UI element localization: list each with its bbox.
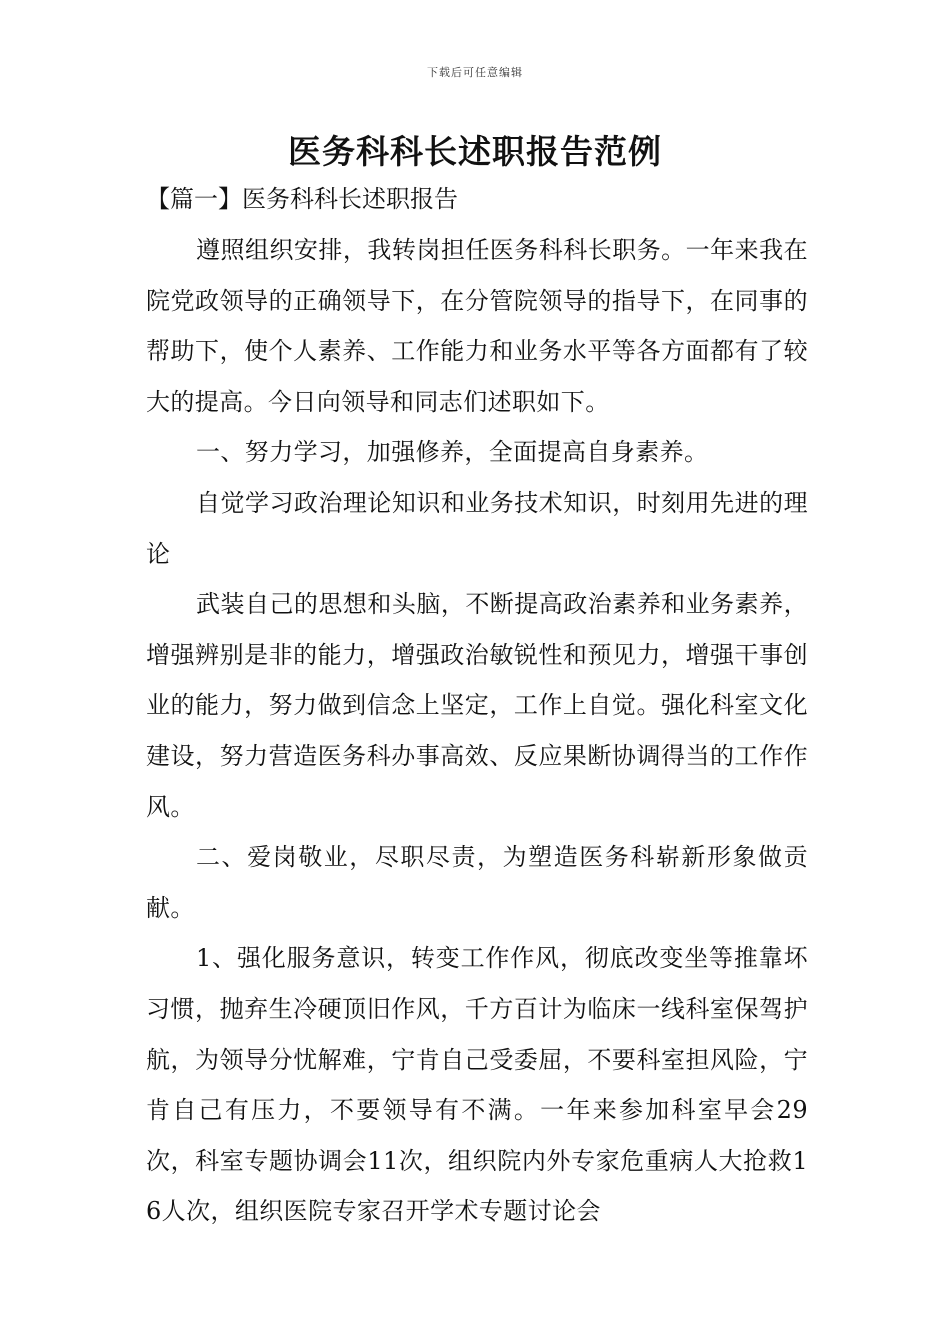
paragraph-arm-mind: 武装自己的思想和头脑，不断提高政治素养和业务素养，增强辨别是非的能力，增强政治敏锐性和预见力，增强干事创业的能力，努力做到信念上坚定，工作上自觉。强化科室文化建设，努力营造医务科办事高效、反应果断协调得当的工作作风。 (146, 590, 808, 821)
paragraph-heading-one: 一、努力学习，加强修养，全面提高自身素养。 (196, 438, 709, 467)
section-heading: 【篇一】医务科科长述职报告 (146, 185, 458, 213)
document-title: 医务科科长述职报告范例 (288, 132, 662, 171)
paragraph-service: 1、强化服务意识，转变工作作风，彻底改变坐等推靠坏习惯，抛弃生冷硬顶旧作风，千方百计为临床一线科室保驾护航，为领导分忧解难，宁肯自己受委屈，不要科室担风险，宁肯自己有压力，不要领导有不满。一年来参加科室早会29次，科室专题协调会11次，组织院内外专家危重病人大抢救16人次，组织医院专家召开学术专题讨论会 (146, 944, 808, 1226)
header-note: 下载后可任意编辑 (427, 66, 523, 79)
paragraph-intro: 遵照组织安排，我转岗担任医务科科长职务。一年来我在院党政领导的正确领导下，在分管院领导的指导下，在同事的帮助下，使个人素养、工作能力和业务水平等各方面都有了较大的提高。今日向领导和同志们述职如下。 (146, 236, 808, 416)
document-body (146, 225, 808, 1237)
paragraph-heading-two: 二、爱岗敬业，尽职尽责，为塑造医务科崭新形象做贡献。 (146, 843, 808, 922)
paragraph-study: 自觉学习政治理论知识和业务技术知识，时刻用先进的理论 (146, 488, 808, 568)
